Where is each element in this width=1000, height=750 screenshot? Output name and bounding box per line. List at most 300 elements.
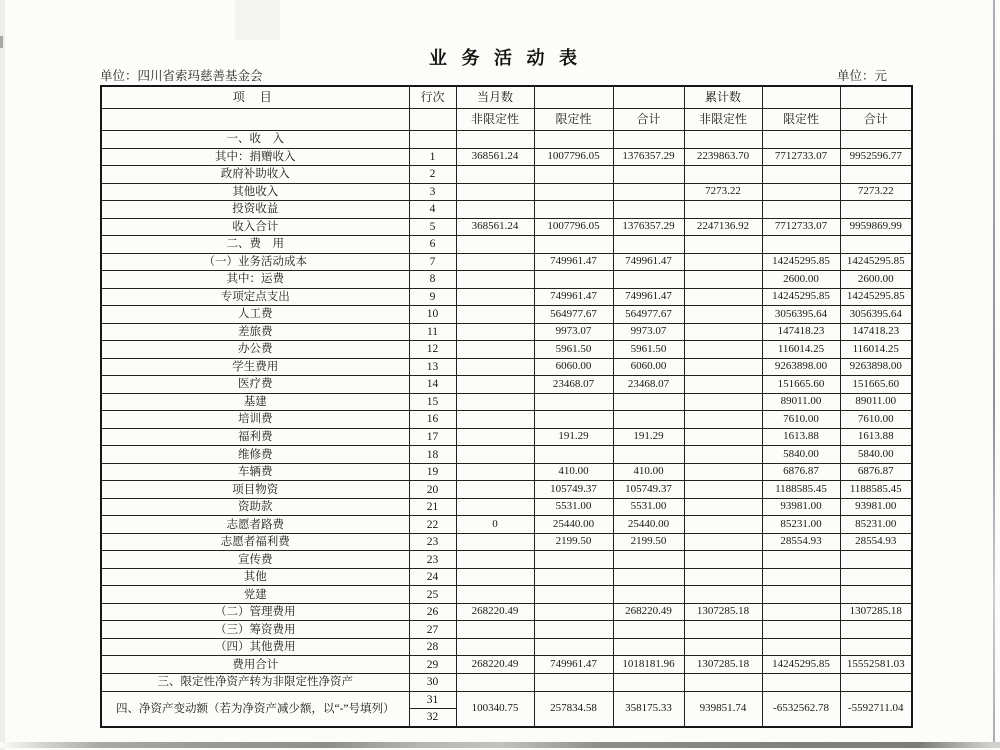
table-row xyxy=(101,691,912,709)
value-cell xyxy=(613,638,684,656)
line-number-cell: 5 xyxy=(409,218,456,236)
value-cell xyxy=(456,341,534,359)
value-cell: 1376357.29 xyxy=(613,218,684,236)
line-number-cell: 11 xyxy=(409,323,456,341)
value-cell xyxy=(762,621,840,639)
col-header-unrestricted-cumulative: 非限定性 xyxy=(684,109,762,131)
value-cell xyxy=(762,568,840,586)
line-number-cell: 7 xyxy=(409,253,456,271)
line-number-cell: 1 xyxy=(409,148,456,166)
value-cell: 410.00 xyxy=(534,463,613,481)
value-cell: 7273.22 xyxy=(684,183,762,201)
value-cell xyxy=(534,586,613,604)
value-cell xyxy=(534,131,613,149)
value-cell xyxy=(456,201,534,219)
value-cell xyxy=(684,533,762,551)
value-cell: 9263898.00 xyxy=(762,358,840,376)
value-cell: 1613.88 xyxy=(762,428,840,446)
value-cell xyxy=(534,201,613,219)
value-cell: 749961.47 xyxy=(534,656,613,674)
line-number-cell: 22 xyxy=(409,516,456,534)
line-number-cell: 25 xyxy=(409,586,456,604)
value-cell xyxy=(456,446,534,464)
value-cell: 1376357.29 xyxy=(613,148,684,166)
value-cell: 749961.47 xyxy=(534,253,613,271)
table-row xyxy=(101,148,912,166)
scan-left-edge xyxy=(0,0,5,750)
value-cell xyxy=(613,166,684,184)
col-header-current-month: 当月数 xyxy=(456,86,534,109)
table-row xyxy=(101,481,912,499)
value-cell xyxy=(840,673,912,691)
value-cell xyxy=(762,551,840,569)
value-cell: 25440.00 xyxy=(613,516,684,534)
col-header-restricted-current: 限定性 xyxy=(534,109,613,131)
value-cell: 151665.60 xyxy=(762,376,840,394)
value-cell: 93981.00 xyxy=(840,498,912,516)
value-cell xyxy=(456,131,534,149)
value-cell: 89011.00 xyxy=(762,393,840,411)
table-row xyxy=(101,341,912,359)
value-cell: 151665.60 xyxy=(840,376,912,394)
value-cell xyxy=(762,183,840,201)
value-cell: 9973.07 xyxy=(534,323,613,341)
value-cell xyxy=(840,551,912,569)
unit-organization: 单位：四川省索玛慈善基金会 xyxy=(100,69,263,83)
col-header-total-cumulative: 合计 xyxy=(840,109,912,131)
item-cell: 二、费 用 xyxy=(101,236,409,254)
value-cell: 7712733.07 xyxy=(762,148,840,166)
table-row xyxy=(101,236,912,254)
item-cell: 其中：运费 xyxy=(101,271,409,289)
line-number-cell: 10 xyxy=(409,306,456,324)
value-cell: 6060.00 xyxy=(613,358,684,376)
value-cell: 116014.25 xyxy=(762,341,840,359)
value-cell xyxy=(684,166,762,184)
value-cell: 564977.67 xyxy=(613,306,684,324)
value-cell: 14245295.85 xyxy=(762,656,840,674)
value-cell: 6876.87 xyxy=(840,463,912,481)
value-cell: 6876.87 xyxy=(762,463,840,481)
value-cell: 147418.23 xyxy=(840,323,912,341)
value-cell xyxy=(456,638,534,656)
table-row xyxy=(101,656,912,674)
table-row xyxy=(101,638,912,656)
value-cell xyxy=(613,551,684,569)
col-header-item: 项 目 xyxy=(101,86,409,109)
value-cell xyxy=(762,201,840,219)
line-number-cell: 15 xyxy=(409,393,456,411)
value-cell: 85231.00 xyxy=(840,516,912,534)
value-cell xyxy=(613,411,684,429)
value-cell: 358175.33 xyxy=(613,691,684,727)
value-cell: 1188585.45 xyxy=(840,481,912,499)
col-header-cumulative: 累计数 xyxy=(684,86,762,109)
value-cell: 14245295.85 xyxy=(762,253,840,271)
col-header-empty xyxy=(762,86,840,109)
unit-currency: 单位：元 xyxy=(836,69,887,83)
value-cell xyxy=(613,586,684,604)
value-cell: 2199.50 xyxy=(613,533,684,551)
value-cell xyxy=(534,551,613,569)
line-number-cell: 24 xyxy=(409,568,456,586)
value-cell xyxy=(456,393,534,411)
line-number-cell: 27 xyxy=(409,621,456,639)
item-cell: 其他收入 xyxy=(101,183,409,201)
line-number-cell: 14 xyxy=(409,376,456,394)
value-cell: 147418.23 xyxy=(762,323,840,341)
unit-line xyxy=(100,66,911,84)
table-row xyxy=(101,498,912,516)
value-cell: 105749.37 xyxy=(534,481,613,499)
item-cell: 项目物资 xyxy=(101,481,409,499)
value-cell xyxy=(613,236,684,254)
value-cell xyxy=(534,568,613,586)
col-header-empty xyxy=(840,86,912,109)
value-cell xyxy=(456,411,534,429)
value-cell xyxy=(613,673,684,691)
table-row xyxy=(101,621,912,639)
line-number-cell: 9 xyxy=(409,288,456,306)
value-cell: 2600.00 xyxy=(762,271,840,289)
table-row xyxy=(101,411,912,429)
item-cell: 一、收 入 xyxy=(101,131,409,149)
line-number-cell: 2 xyxy=(409,166,456,184)
value-cell: 410.00 xyxy=(613,463,684,481)
item-cell: 差旅费 xyxy=(101,323,409,341)
item-cell: 费用合计 xyxy=(101,656,409,674)
table-row xyxy=(101,516,912,534)
value-cell xyxy=(840,201,912,219)
value-cell xyxy=(456,253,534,271)
value-cell: 7273.22 xyxy=(840,183,912,201)
col-header-empty xyxy=(534,86,613,109)
value-cell: 564977.67 xyxy=(534,306,613,324)
value-cell xyxy=(456,621,534,639)
item-cell: 志愿者路费 xyxy=(101,516,409,534)
line-number-cell: 23 xyxy=(409,533,456,551)
scan-bottom-edge xyxy=(0,742,1000,748)
value-cell xyxy=(684,253,762,271)
value-cell xyxy=(456,306,534,324)
value-cell: 191.29 xyxy=(613,428,684,446)
value-cell: 2239863.70 xyxy=(684,148,762,166)
table-row xyxy=(101,673,912,691)
value-cell xyxy=(613,183,684,201)
value-cell: 749961.47 xyxy=(613,288,684,306)
value-cell xyxy=(762,131,840,149)
value-cell xyxy=(613,568,684,586)
col-header-empty xyxy=(409,109,456,131)
table-row xyxy=(101,306,912,324)
value-cell xyxy=(840,621,912,639)
value-cell: 25440.00 xyxy=(534,516,613,534)
line-number-cell: 29 xyxy=(409,656,456,674)
value-cell: 2247136.92 xyxy=(684,218,762,236)
table-header xyxy=(101,86,912,131)
table-row xyxy=(101,446,912,464)
scan-top-smudge xyxy=(235,0,280,40)
value-cell: 15552581.03 xyxy=(840,656,912,674)
value-cell xyxy=(684,428,762,446)
value-cell: 1307285.18 xyxy=(840,603,912,621)
line-number-cell: 3 xyxy=(409,183,456,201)
value-cell: 1007796.05 xyxy=(534,218,613,236)
line-number-cell: 31 xyxy=(409,691,456,709)
line-number-cell: 12 xyxy=(409,341,456,359)
value-cell xyxy=(456,428,534,446)
value-cell: 7610.00 xyxy=(840,411,912,429)
value-cell xyxy=(456,358,534,376)
item-cell: 收入合计 xyxy=(101,218,409,236)
table-row xyxy=(101,603,912,621)
value-cell: 9973.07 xyxy=(613,323,684,341)
item-cell: 政府补助收入 xyxy=(101,166,409,184)
value-cell xyxy=(684,411,762,429)
value-cell xyxy=(534,271,613,289)
value-cell: 749961.47 xyxy=(613,253,684,271)
table-row xyxy=(101,271,912,289)
item-cell: 志愿者福利费 xyxy=(101,533,409,551)
value-cell xyxy=(684,358,762,376)
line-number-cell: 26 xyxy=(409,603,456,621)
line-number-cell: 23 xyxy=(409,551,456,569)
value-cell: 23468.07 xyxy=(613,376,684,394)
value-cell: 5840.00 xyxy=(840,446,912,464)
value-cell xyxy=(684,621,762,639)
value-cell: 7712733.07 xyxy=(762,218,840,236)
value-cell xyxy=(613,393,684,411)
line-number-cell: 18 xyxy=(409,446,456,464)
value-cell xyxy=(684,131,762,149)
line-number-cell: 4 xyxy=(409,201,456,219)
col-header-line: 行次 xyxy=(409,86,456,109)
value-cell xyxy=(684,498,762,516)
value-cell: 105749.37 xyxy=(613,481,684,499)
value-cell xyxy=(456,166,534,184)
value-cell: 2600.00 xyxy=(840,271,912,289)
value-cell: 93981.00 xyxy=(762,498,840,516)
value-cell: 1613.88 xyxy=(840,428,912,446)
value-cell xyxy=(684,516,762,534)
col-header-restricted-cumulative: 限定性 xyxy=(762,109,840,131)
table-row xyxy=(101,393,912,411)
item-cell: 维修费 xyxy=(101,446,409,464)
table-row xyxy=(101,183,912,201)
line-number-cell: 16 xyxy=(409,411,456,429)
value-cell: 5531.00 xyxy=(613,498,684,516)
table-row xyxy=(101,568,912,586)
item-cell: 其中：捐赠收入 xyxy=(101,148,409,166)
value-cell xyxy=(684,288,762,306)
value-cell xyxy=(534,183,613,201)
value-cell xyxy=(613,621,684,639)
item-cell: 投资收益 xyxy=(101,201,409,219)
value-cell xyxy=(762,638,840,656)
value-cell xyxy=(684,341,762,359)
value-cell: 191.29 xyxy=(534,428,613,446)
value-cell: 749961.47 xyxy=(534,288,613,306)
value-cell: 5961.50 xyxy=(613,341,684,359)
value-cell: 257834.58 xyxy=(534,691,613,727)
value-cell: 7610.00 xyxy=(762,411,840,429)
table-row xyxy=(101,551,912,569)
value-cell xyxy=(762,236,840,254)
value-cell: 9263898.00 xyxy=(840,358,912,376)
line-number-cell: 32 xyxy=(409,709,456,727)
line-number-cell: 21 xyxy=(409,498,456,516)
item-cell: 办公费 xyxy=(101,341,409,359)
col-header-empty xyxy=(613,86,684,109)
col-header-unrestricted-current: 非限定性 xyxy=(456,109,534,131)
value-cell: 5840.00 xyxy=(762,446,840,464)
value-cell xyxy=(762,166,840,184)
table-row xyxy=(101,586,912,604)
value-cell: 268220.49 xyxy=(456,603,534,621)
value-cell xyxy=(456,463,534,481)
value-cell xyxy=(684,201,762,219)
value-cell xyxy=(762,673,840,691)
item-cell: 基建 xyxy=(101,393,409,411)
value-cell xyxy=(840,568,912,586)
value-cell: 0 xyxy=(456,516,534,534)
table-row xyxy=(101,288,912,306)
value-cell xyxy=(534,446,613,464)
col-header-total-current: 合计 xyxy=(613,109,684,131)
value-cell xyxy=(684,481,762,499)
header-row-subcolumns xyxy=(101,109,912,131)
value-cell: 3056395.64 xyxy=(840,306,912,324)
value-cell xyxy=(684,551,762,569)
value-cell xyxy=(456,673,534,691)
value-cell xyxy=(456,271,534,289)
item-cell: 三、限定性净资产转为非限定性净资产 xyxy=(101,673,409,691)
table-row xyxy=(101,358,912,376)
table-row xyxy=(101,218,912,236)
value-cell xyxy=(534,411,613,429)
table-body xyxy=(101,131,912,728)
value-cell: 2199.50 xyxy=(534,533,613,551)
value-cell: 939851.74 xyxy=(684,691,762,727)
value-cell: 89011.00 xyxy=(840,393,912,411)
table-row xyxy=(101,166,912,184)
value-cell: 14245295.85 xyxy=(840,253,912,271)
value-cell xyxy=(840,236,912,254)
value-cell: -5592711.04 xyxy=(840,691,912,727)
item-cell: （四）其他费用 xyxy=(101,638,409,656)
value-cell: 368561.24 xyxy=(456,148,534,166)
value-cell: 116014.25 xyxy=(840,341,912,359)
value-cell: 14245295.85 xyxy=(840,288,912,306)
value-cell: 1307285.18 xyxy=(684,603,762,621)
value-cell xyxy=(684,463,762,481)
line-number-cell: 30 xyxy=(409,673,456,691)
table-row xyxy=(101,376,912,394)
value-cell xyxy=(762,586,840,604)
value-cell xyxy=(613,271,684,289)
value-cell xyxy=(684,306,762,324)
value-cell xyxy=(840,586,912,604)
value-cell xyxy=(456,288,534,306)
value-cell xyxy=(534,621,613,639)
value-cell xyxy=(456,586,534,604)
value-cell xyxy=(613,201,684,219)
business-activity-table xyxy=(100,85,913,728)
value-cell xyxy=(613,131,684,149)
value-cell xyxy=(456,183,534,201)
item-cell: 宣传费 xyxy=(101,551,409,569)
value-cell: -6532562.78 xyxy=(762,691,840,727)
value-cell xyxy=(456,568,534,586)
item-cell: 四、净资产变动额（若为净资产减少额，以“-”号填列） xyxy=(101,691,409,727)
value-cell: 14245295.85 xyxy=(762,288,840,306)
value-cell xyxy=(534,603,613,621)
line-number-cell: 19 xyxy=(409,463,456,481)
value-cell: 85231.00 xyxy=(762,516,840,534)
value-cell: 368561.24 xyxy=(456,218,534,236)
item-cell: （三）筹资费用 xyxy=(101,621,409,639)
value-cell xyxy=(534,393,613,411)
value-cell: 28554.93 xyxy=(840,533,912,551)
value-cell: 5531.00 xyxy=(534,498,613,516)
item-cell: （一）业务活动成本 xyxy=(101,253,409,271)
value-cell xyxy=(456,533,534,551)
line-number-cell: 28 xyxy=(409,638,456,656)
value-cell xyxy=(534,166,613,184)
value-cell xyxy=(456,498,534,516)
value-cell xyxy=(456,551,534,569)
value-cell: 1007796.05 xyxy=(534,148,613,166)
table-row xyxy=(101,533,912,551)
value-cell xyxy=(762,603,840,621)
item-cell: 资助款 xyxy=(101,498,409,516)
item-cell: 其他 xyxy=(101,568,409,586)
table-row xyxy=(101,428,912,446)
value-cell xyxy=(684,376,762,394)
line-number-cell: 6 xyxy=(409,236,456,254)
value-cell: 1018181.96 xyxy=(613,656,684,674)
value-cell xyxy=(684,393,762,411)
col-header-empty xyxy=(101,109,409,131)
value-cell xyxy=(684,673,762,691)
item-cell: 专项定点支出 xyxy=(101,288,409,306)
value-cell xyxy=(534,673,613,691)
line-number-cell: 8 xyxy=(409,271,456,289)
value-cell xyxy=(684,323,762,341)
value-cell xyxy=(840,131,912,149)
value-cell: 268220.49 xyxy=(613,603,684,621)
value-cell xyxy=(456,236,534,254)
value-cell xyxy=(613,446,684,464)
value-cell xyxy=(534,638,613,656)
value-cell xyxy=(684,236,762,254)
line-number-cell: 17 xyxy=(409,428,456,446)
line-number-cell: 13 xyxy=(409,358,456,376)
value-cell xyxy=(684,446,762,464)
value-cell: 9952596.77 xyxy=(840,148,912,166)
value-cell: 268220.49 xyxy=(456,656,534,674)
value-cell xyxy=(684,586,762,604)
table-row xyxy=(101,463,912,481)
table-row xyxy=(101,253,912,271)
value-cell xyxy=(840,638,912,656)
item-cell: 车辆费 xyxy=(101,463,409,481)
value-cell: 23468.07 xyxy=(534,376,613,394)
value-cell: 1307285.18 xyxy=(684,656,762,674)
line-number-cell: 20 xyxy=(409,481,456,499)
value-cell: 9959869.99 xyxy=(840,218,912,236)
value-cell: 5961.50 xyxy=(534,341,613,359)
